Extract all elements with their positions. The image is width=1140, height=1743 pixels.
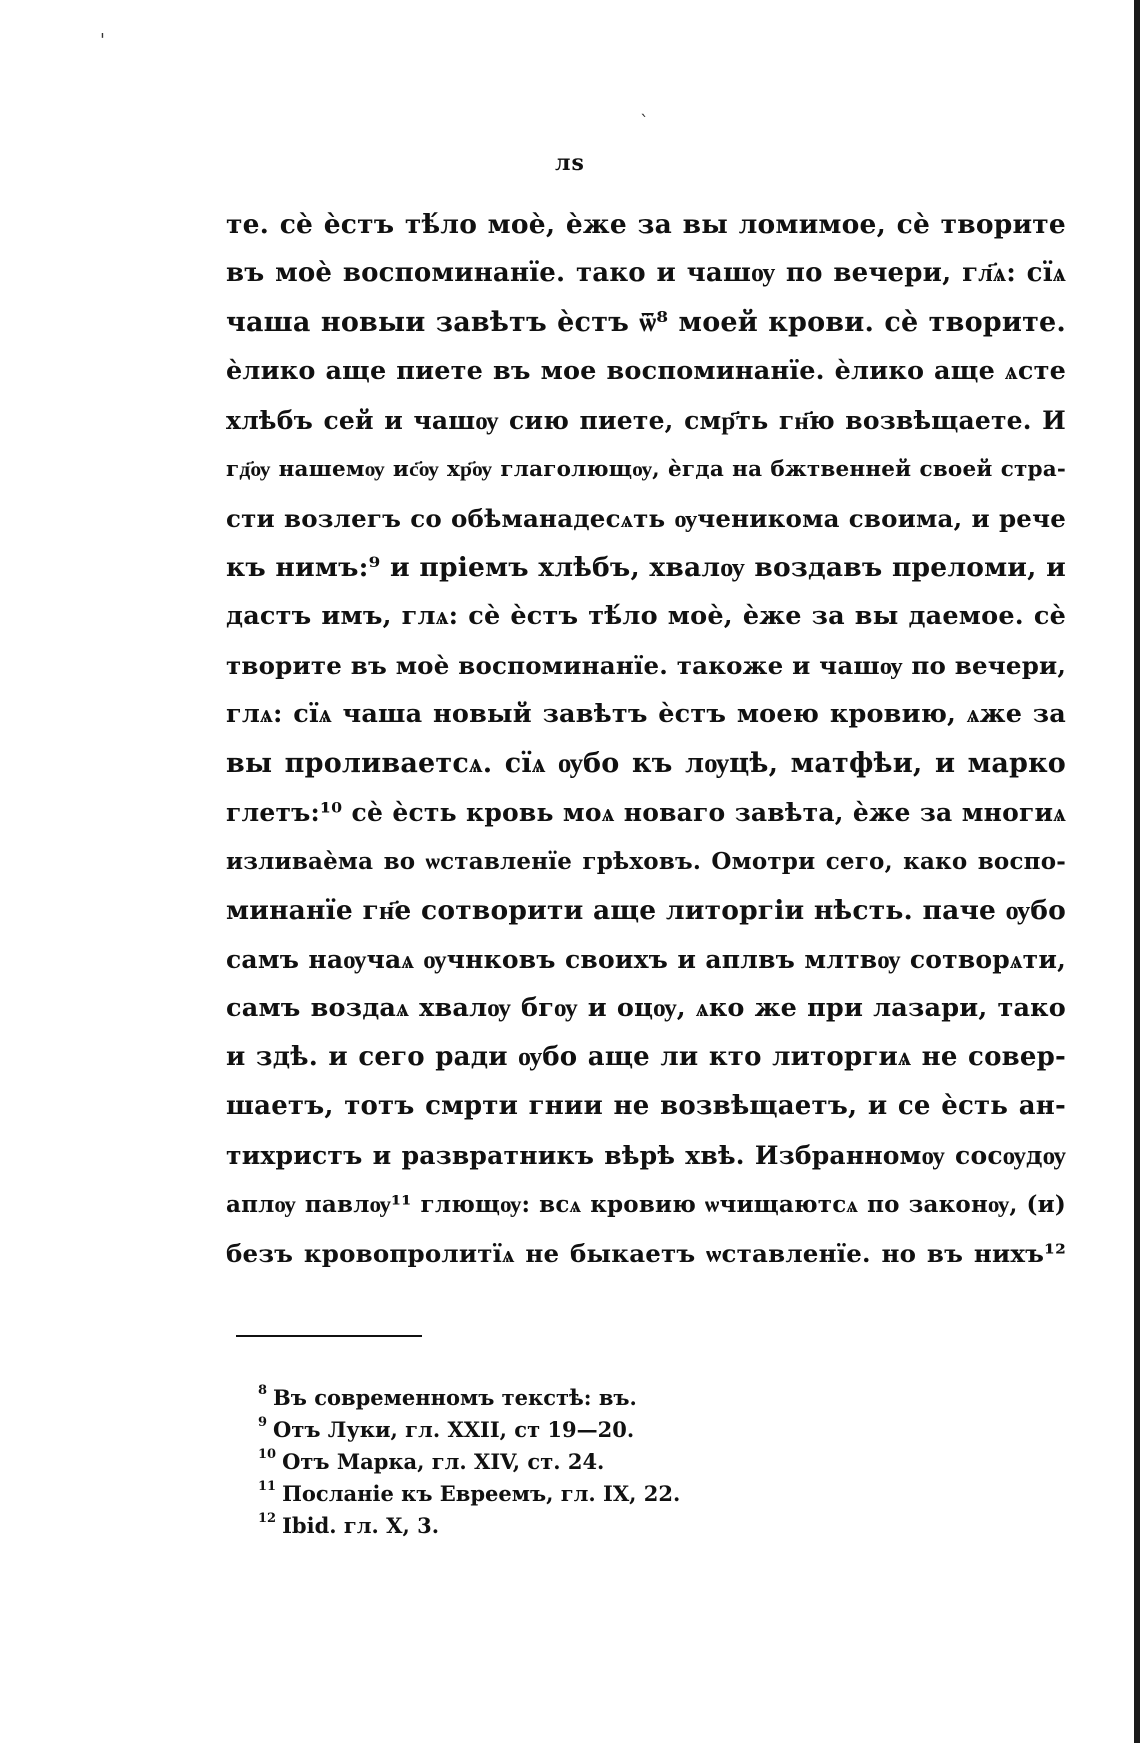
text-line: безъ кровопролитїѧ не быкаетъ ѡставленїе. но въ нихъ¹² [226, 1239, 1066, 1268]
text-line: самъ воздаѧ хвалѹ бгѹ и оцѹ, ѧко же при лазари, тако [226, 993, 1066, 1023]
text-line: гд҃ѹ нашемѹ ис҃ѹ хр҃ѹ глаголющѹ, ѐгда на бжтвенней своей стра- [226, 457, 1066, 482]
text-line: творите въ моѐ воспоминанїе. такоже и чашѹ по вечери, [226, 651, 1067, 680]
text-line: чаша новыи завѣтъ ѐстъ ѿ⁸ моей крови. сѐ творите. [226, 307, 1066, 338]
footnote-number: 10 [258, 1447, 277, 1462]
footnotes [258, 1378, 958, 1538]
text-line: ѐлико аще пиете въ мое воспоминанїе. ѐлико аще ѧсте [226, 356, 1066, 386]
text-line: глетъ:¹⁰ сѐ ѐсть кровь моѧ новаго завѣта, ѐже за многиѧ [226, 798, 1066, 827]
stray-mark: ' [100, 30, 105, 51]
text-line: тихристъ и развратникъ вѣрѣ хвѣ. Избранномѹ сосѹдѹ [226, 1141, 1066, 1170]
page-number: лѕ [555, 150, 585, 176]
footnote-text: Въ современномъ текстѣ: въ. [273, 1385, 637, 1410]
text-line: сти возлегъ со обѣманадесѧть ѹченикома своима, и рече [226, 504, 1066, 533]
text-line: глѧ: сїѧ чаша новый завѣтъ ѐстъ моею кровию, ѧже за [226, 699, 1066, 729]
text-line: аплѹ павлѹ¹¹ глющѹ: всѧ кровию ѡчищаютсѧ по законѹ, (и) [226, 1191, 1066, 1218]
footnote [258, 1410, 958, 1442]
footnote [258, 1378, 958, 1410]
text-line: и здѣ. и сего ради ѹбо аще ли кто литоргиѧ не совер- [226, 1042, 1066, 1072]
footnote-text: Отъ Луки, гл. XXII, ст 19—20. [273, 1417, 635, 1442]
text-line: къ нимъ:⁹ и прiемъ хлѣбъ, хвалѹ воздавъ преломи, и [226, 552, 1066, 583]
text-line: шаетъ, тотъ смрти гнии не возвѣщаетъ, и се ѐсть ан- [226, 1091, 1066, 1121]
footnote-number: 12 [258, 1511, 277, 1526]
page-edge-shadow [1134, 0, 1140, 1743]
text-line: минанїе гн҃е сотворити аще литоргiи нѣсть. паче ѹбо [226, 895, 1066, 926]
footnote [258, 1474, 958, 1506]
text-line: изливаѐма во ѡставленїе грѣховъ. Омотри сего, како воспо- [226, 848, 1066, 875]
text-line: хлѣбъ сей и чашѹ сию пиете, смр҃ть гн҃ю возвѣщаете. И [226, 406, 1066, 435]
footnote-number: 11 [258, 1479, 277, 1494]
text-line: дастъ имъ, глѧ: сѐ ѐстъ тѣ́ло моѐ, ѐже за вы даемое. сѐ [226, 601, 1066, 631]
footnote-text: Ibid. гл. X, 3. [282, 1513, 440, 1538]
text-line: вы проливаетсѧ. сїѧ ѹбо къ лѹцѣ, матфѣи, и марко [226, 748, 1066, 779]
stray-mark: ˋ [640, 112, 649, 133]
footnote [258, 1506, 958, 1538]
footnote [258, 1442, 958, 1474]
text-line: въ моѐ воспоминанїе. тако и чашѹ по вечери, гл҃ѧ: сїѧ [226, 258, 1066, 288]
footnote-text: Посланіе къ Евреемъ, гл. IX, 22. [282, 1481, 681, 1506]
footnote-number: 9 [258, 1415, 268, 1430]
text-line: самъ наѹчаѧ ѹчнковъ своихъ и аплвъ млтвѹ сотворѧти, [226, 945, 1066, 974]
footnote-number: 8 [258, 1383, 268, 1398]
main-text [226, 200, 1066, 1278]
footnote-text: Отъ Марка, гл. XIV, ст. 24. [282, 1449, 605, 1474]
text-line: те. сѐ ѐстъ тѣ́ло моѐ, ѐже за вы ломимое, сѐ творите [226, 209, 1066, 240]
footnote-separator [236, 1335, 422, 1337]
